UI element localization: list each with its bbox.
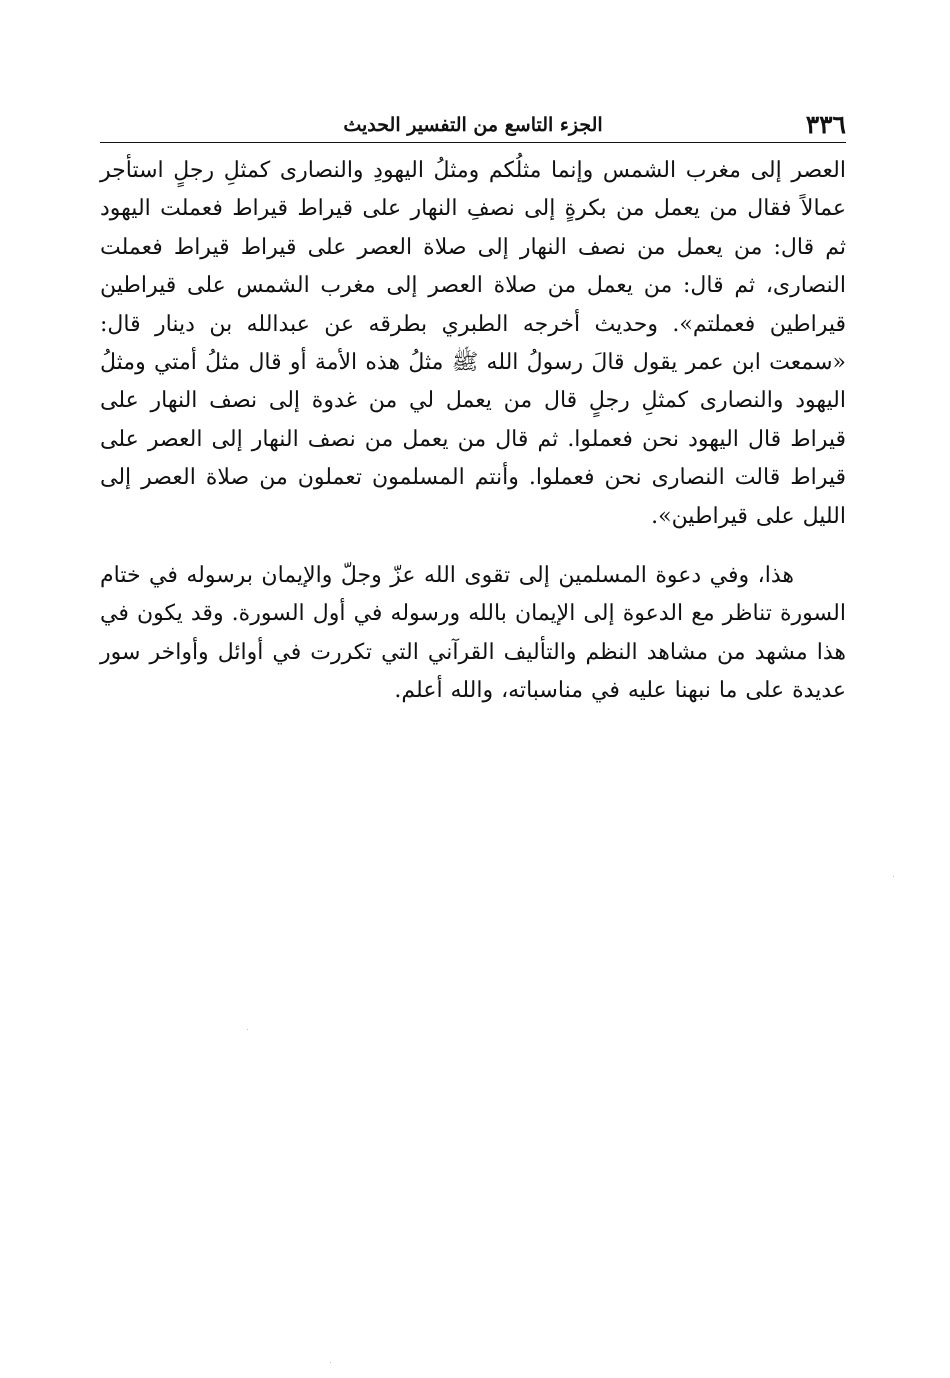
page-header [100, 104, 846, 143]
scan-speck [247, 1029, 248, 1030]
main-text [100, 152, 846, 711]
paragraph-conclusion: هذا، وفي دعوة المسلمين إلى تقوى الله عزّ وجلّ والإيمان برسوله في ختام السورة تناظر مع الدعوة إلى الإيمان بالله ورسوله في أول السورة. وقد يكون في هذا مشهد من مشاهد النظم والتأليف القرآني التي تكررت في أوائل وأواخر سور عديدة على ما نبهنا عليه في مناسباته، والله أعلم. [100, 563, 846, 704]
page-number: ٣٣٦ [805, 110, 846, 139]
scan-speck [330, 1362, 331, 1363]
running-title: الجزء التاسع من التفسير الحديث [343, 114, 603, 136]
scan-speck [893, 876, 894, 877]
paragraph-hadith-quotation: العصر إلى مغرب الشمس وإنما مثلُكم ومثلُ اليهودِ والنصارى كمثلِ رجلٍ استأجر عمالاً فقال من يعمل من بكرةٍ إلى نصفِ النهار على قيراط قيراط فعملت اليهود ثم قال: من يعمل من نصف النهار إلى صلاة العصر على قيراط قيراط فعملت النصارى، ثم قال: من يعمل من صلاة العصر إلى مغرب الشمس على قيراطين قيراطين فعملتم». وحديث أخرجه الطبري بطرقه عن عبدالله بن دينار قال: «سمعت ابن عمر يقول قالَ رسولُ الله ﷺ مثلُ هذه الأمة أو قال مثلُ أمتي ومثلُ اليهود والنصارى كمثلِ رجلٍ قال من يعمل لي من غدوة إلى نصف النهار على قيراط قال اليهود نحن فعملوا. ثم قال من يعمل من نصف النهار إلى العصر على قيراط قالت النصارى نحن فعملوا. وأنتم المسلمون تعملون من صلاة العصر إلى الليل على قيراطين». [100, 158, 846, 529]
